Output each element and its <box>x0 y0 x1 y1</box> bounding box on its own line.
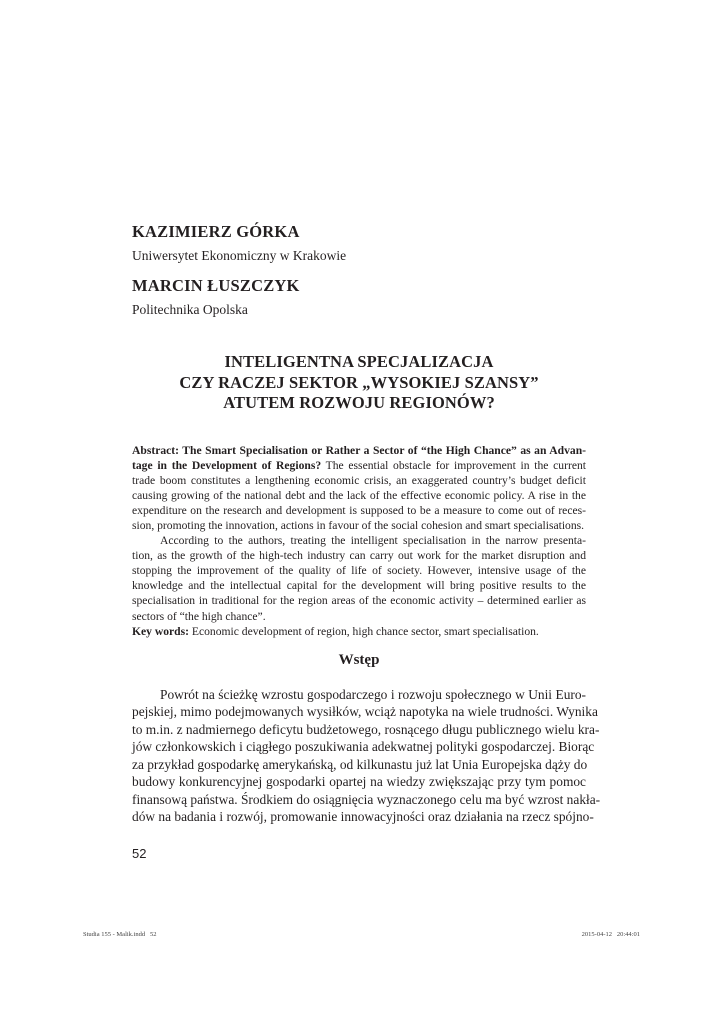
abstract-line: sion, promoting the innovation, actions in favour of the social cohesion and smart specialisations. <box>132 519 585 533</box>
slug-file-info: Studia 155 - Malik.indd 52 <box>83 931 157 938</box>
body-line: budowy konkurencyjnej gospodarki opartej na wiedzy zwiększając przy tym pomoc <box>132 774 586 790</box>
body-line: za przykład gospodarkę amerykańską, od kilkunastu już lat Unia Europejska dąży do <box>132 756 588 772</box>
slug-timestamp: 2015-04-12 20:44:01 <box>581 931 640 938</box>
keywords-label: Key words: <box>132 624 189 638</box>
page-number: 52 <box>132 846 147 861</box>
abstract-line: causing growing of the national debt and the lack of the effective economic policy. A rise in the <box>132 489 586 503</box>
body-line: finansową państwa. Środkiem do osiągnięcia wyznaczonego celu ma być wzrost nakła- <box>132 791 601 807</box>
abstract-line: knowledge and the intellectual capital for the development will bring positive results to the <box>132 579 586 593</box>
abstract-line: specialisation in traditional for the region areas of the economic activity – determined earlier as <box>132 594 586 608</box>
abstract-line: trade boom constitutes a lengthening economic crisis, an exaggerated country’s budget deficit <box>132 474 586 488</box>
abstract-line: sectors of “the high chance”. <box>132 609 266 623</box>
keywords-text: Economic development of region, high chance sector, smart specialisation. <box>189 624 539 638</box>
body-line: jów członkowskich i ciągłego poszukiwania adekwatnej polityki gospodarczej. Biorąc <box>132 739 595 755</box>
abstract-line: tion, as the growth of the high-tech industry can carry out work for the market disruption and <box>132 549 586 563</box>
section-heading: Wstęp <box>338 652 380 668</box>
body-line: dów na badania i rozwój, promowanie innowacyjności oraz działania na rzecz spójno- <box>132 809 594 825</box>
author-2-affiliation: Politechnika Opolska <box>132 302 248 317</box>
abstract-line: According to the authors, treating the intelligent specialisation in the narrow presenta- <box>160 534 586 548</box>
author-1-name: KAZIMIERZ GÓRKA <box>132 222 300 241</box>
title-line: ATUTEM ROZWOJU REGIONÓW? <box>223 393 495 412</box>
abstract-heading-line: Abstract: The Smart Specialisation or Rather a Sector of “the High Chance” as an Advan- <box>132 444 586 457</box>
abstract-heading-end: tage in the Development of Regions? <box>132 459 322 473</box>
author-1-affiliation: Uniwersytet Ekonomiczny w Krakowie <box>132 248 347 263</box>
abstract-line-text: The essential obstacle for improvement in the current <box>321 459 586 473</box>
body-line: pejskiej, mimo podejmowanych wysiłków, wciąż napotyka na wiele trudności. Wynika <box>132 704 598 720</box>
abstract-line: expenditure on the research and development is supposed to be a measure to come out of reces- <box>132 504 586 518</box>
body-paragraph <box>132 686 601 826</box>
title-line: CZY RACZEJ SEKTOR „WYSOKIEJ SZANSY” <box>179 372 539 392</box>
keywords <box>132 624 586 639</box>
paper-title <box>132 352 586 414</box>
body-line: to m.in. z nadmiernego deficytu budżetowego, rosnącego długu publicznego wielu kra- <box>132 721 600 737</box>
body-line: Powrót na ścieżkę wzrostu gospodarczego i rozwoju społecznego w Unii Euro- <box>160 687 586 702</box>
abstract-line <box>132 458 586 473</box>
author-2-name: MARCIN ŁUSZCZYK <box>132 276 300 295</box>
abstract <box>132 443 586 639</box>
title-line: INTELIGENTNA SPECJALIZACJA <box>224 352 494 371</box>
abstract-line: stopping the improvement of the quality of life of society. However, intensive usage of the <box>132 564 586 578</box>
